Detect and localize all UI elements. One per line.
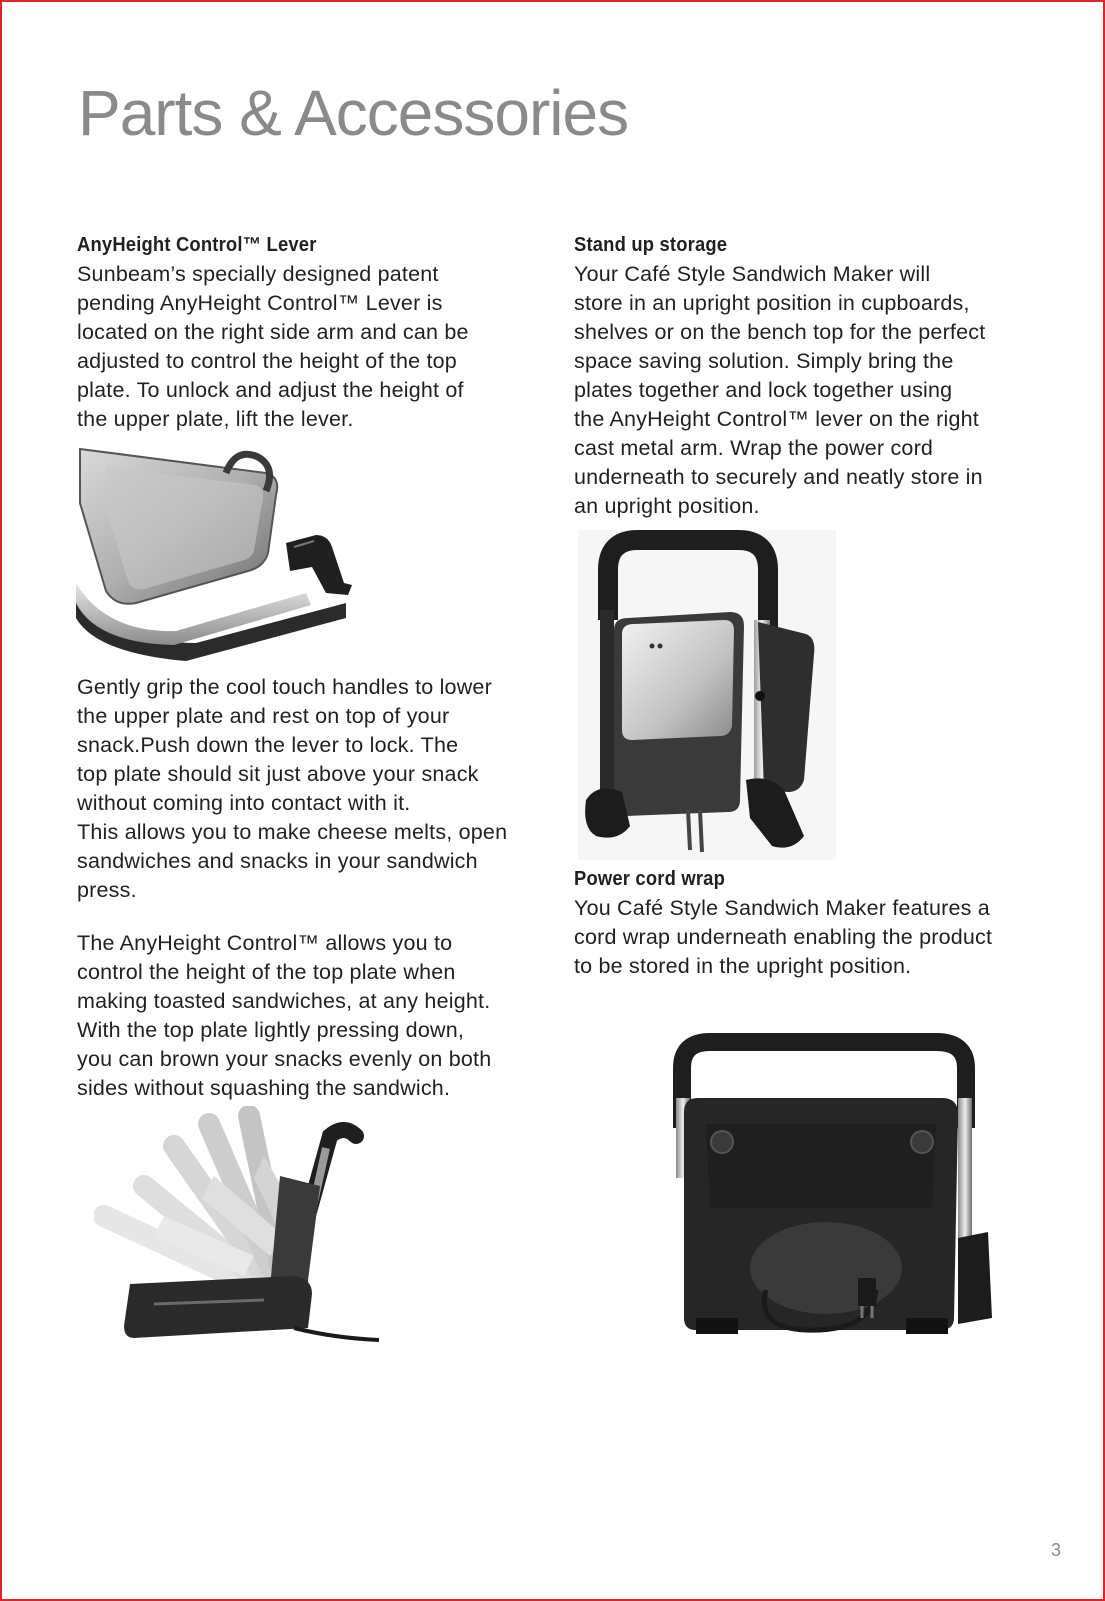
storage-text-line: Your Café Style Sandwich Maker will xyxy=(574,262,931,286)
anyheight-section xyxy=(77,929,491,1103)
anyheight-text-line: sides without squashing the sandwich. xyxy=(77,1076,451,1100)
anyheight-text-line: With the top plate lightly pressing down, xyxy=(77,1018,465,1042)
lowering-text-line: the upper plate and rest on top of your xyxy=(77,704,450,728)
lever-text-line: adjusted to control the height of the top xyxy=(77,349,457,373)
lowering-text-line: sandwiches and snacks in your sandwich xyxy=(77,849,478,873)
anyheight-text-line: making toasted sandwiches, at any height. xyxy=(77,989,491,1013)
height-positions-photo xyxy=(94,1106,384,1346)
lever-text-line: the upper plate, lift the lever. xyxy=(77,407,354,431)
lowering-text-line: Gently grip the cool touch handles to lower xyxy=(77,675,492,699)
cord-section xyxy=(574,865,992,981)
storage-text-line: space saving solution. Simply bring the xyxy=(574,349,954,373)
storage-text-line: an upright position. xyxy=(574,494,760,518)
lever-heading: AnyHeight Control™ Lever xyxy=(77,234,317,256)
storage-text-line: plates together and lock together using xyxy=(574,378,953,402)
cord-heading: Power cord wrap xyxy=(574,868,726,890)
storage-text-line: underneath to securely and neatly store in xyxy=(574,465,983,489)
storage-section xyxy=(574,231,985,521)
cord-text-line: cord wrap underneath enabling the product xyxy=(574,925,993,949)
lowering-text-line: This allows you to make cheese melts, open xyxy=(77,820,508,844)
cord-wrap-photo xyxy=(636,1028,996,1358)
storage-heading: Stand up storage xyxy=(574,234,728,256)
upright-storage-photo xyxy=(578,530,836,860)
storage-text-line: the AnyHeight Control™ lever on the right xyxy=(574,407,979,431)
lever-closeup-photo xyxy=(76,443,356,667)
lowering-section xyxy=(77,673,507,905)
lowering-text-line: press. xyxy=(77,878,137,902)
storage-text-line: shelves or on the bench top for the perfect xyxy=(574,320,986,344)
cord-text-line: You Café Style Sandwich Maker features a xyxy=(574,896,990,920)
lever-section xyxy=(77,231,469,434)
anyheight-text-line: you can brown your snacks evenly on both xyxy=(77,1047,492,1071)
page-title: Parts & Accessories xyxy=(78,77,629,149)
lowering-text-line: top plate should sit just above your snack xyxy=(77,762,479,786)
lever-text-line: located on the right side arm and can be xyxy=(77,320,469,344)
storage-text-line: cast metal arm. Wrap the power cord xyxy=(574,436,934,460)
anyheight-text-line: The AnyHeight Control™ allows you to xyxy=(77,931,453,955)
storage-text-line: store in an upright position in cupboards, xyxy=(574,291,970,315)
lever-text-line: plate. To unlock and adjust the height of xyxy=(77,378,464,402)
lowering-text-line: snack.Push down the lever to lock. The xyxy=(77,733,459,757)
anyheight-text-line: control the height of the top plate when xyxy=(77,960,456,984)
page-number: 3 xyxy=(1050,1540,1061,1560)
lever-text-line: pending AnyHeight Control™ Lever is xyxy=(77,291,443,315)
lever-text-line: Sunbeam’s specially designed patent xyxy=(77,262,439,286)
lowering-text-line: without coming into contact with it. xyxy=(77,791,411,815)
cord-text-line: to be stored in the upright position. xyxy=(574,954,912,978)
